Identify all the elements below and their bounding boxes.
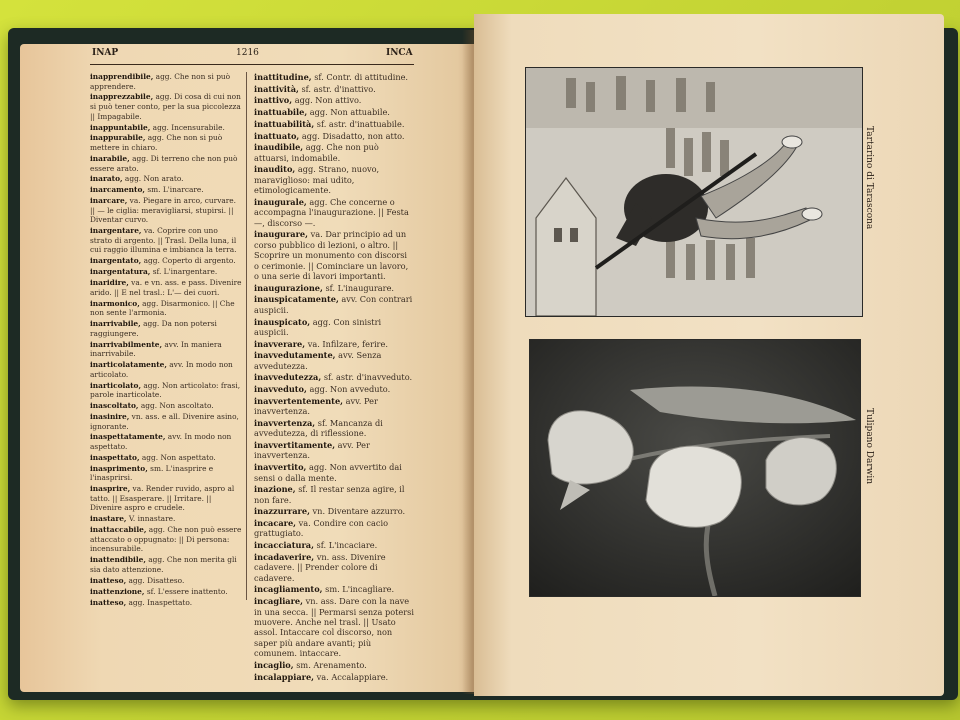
dictionary-entry — [90, 92, 242, 121]
dictionary-entry — [90, 587, 242, 597]
definition: agg. Che non si può apprendere. — [90, 72, 231, 91]
headword: incacciatura, — [254, 540, 314, 551]
headword: inattività, — [254, 83, 299, 94]
headword: inattuabile, — [254, 107, 308, 118]
definition: agg. Strano, nuovo, maraviglioso: mai udito, etimologicamente. — [254, 164, 380, 196]
headword: inattitudine, — [254, 72, 312, 82]
definition: agg. Incensurabile. — [150, 122, 225, 132]
dictionary-entry — [254, 372, 414, 382]
headword: inauspicatamente, — [254, 294, 339, 305]
definition: V. innastare. — [126, 514, 176, 524]
dictionary-entry — [254, 440, 414, 461]
headword: inavvedutezza, — [254, 372, 322, 383]
headword: inaspettatamente, — [90, 432, 166, 442]
dictionary-entry — [254, 164, 414, 195]
dictionary-entry — [90, 598, 242, 608]
headword: inarcamento, — [90, 185, 145, 195]
definition: sf. Contr. di attitudine. — [311, 72, 409, 82]
headword: inatteso, — [90, 575, 127, 585]
definition: va. Dar principio ad un corso pubblico di lezioni, o altro. || Scoprire un monumento con discorsi o cerimonie. || Cominciare un lavoro, o una serie di lavori importanti. — [254, 229, 409, 281]
headword: inaridire, — [90, 278, 129, 288]
definition: agg. Non attivo. — [292, 95, 362, 106]
dictionary-entry — [254, 294, 414, 315]
dictionary-entry — [254, 596, 414, 658]
headword: inattenzione, — [90, 586, 145, 596]
dictionary-entry — [90, 484, 242, 513]
definition: sf. astr. d'inattuabile. — [314, 118, 405, 129]
definition: agg. Non ascoltato. — [138, 401, 214, 411]
definition: vn. ass. Divenire cadavere. || Prender colore di cadavere. — [254, 551, 386, 583]
definition: sf. Mancanza di avvedutezza, di riflessione. — [254, 417, 383, 439]
headword: inaugurazione, — [254, 282, 323, 293]
definition: sf. astr. d'inattivo. — [298, 83, 376, 94]
dictionary-entry — [254, 339, 414, 349]
definition: sm. Arenamento. — [293, 659, 367, 670]
definition: avv. Per inavvertenza. — [254, 440, 370, 461]
dictionary-entry — [254, 119, 414, 129]
dictionary-entry — [254, 107, 414, 117]
dictionary-entry — [90, 226, 242, 255]
definition: sf. L'incaciare. — [313, 540, 378, 551]
definition: agg. Da non potersi raggiungere. — [90, 319, 217, 338]
dictionary-entry — [90, 278, 242, 297]
column-divider — [246, 72, 247, 600]
dictionary-entry — [254, 95, 414, 105]
headword: inattaccabile, — [90, 525, 147, 535]
headword: inattendibile, — [90, 555, 146, 565]
dictionary-entry — [254, 131, 414, 141]
dictionary-entry — [90, 185, 242, 195]
headword: inauspicato, — [254, 316, 311, 327]
dictionary-entry — [254, 518, 414, 539]
headword: inargentare, — [90, 226, 142, 236]
dictionary-entry — [90, 412, 242, 431]
dictionary-entry — [90, 381, 242, 400]
definition: avv. Con contrari auspicii. — [254, 294, 413, 315]
definition: sf. L'essere inattento. — [144, 586, 228, 596]
headword: incadaverire, — [254, 551, 315, 562]
dictionary-entry — [254, 540, 414, 550]
definition: agg. Che non merita gli sia dato attenzione. — [90, 555, 237, 574]
definition: avv. In modo non aspettato. — [90, 432, 232, 452]
dictionary-entry — [254, 350, 414, 371]
headword: inaugurare, — [254, 229, 308, 240]
headword: inarticolatamente, — [90, 360, 167, 370]
headword: incagliamento, — [254, 584, 323, 595]
headword: inastare, — [90, 514, 127, 524]
dictionary-entry — [254, 283, 414, 293]
headword: incagliare, — [254, 596, 303, 607]
dictionary-entry — [254, 384, 414, 394]
definition: agg. Che non può attuarsi, indomabile. — [254, 142, 379, 163]
tartarino-illustration — [526, 68, 862, 316]
definition: agg. Non aspettato. — [139, 452, 216, 462]
dictionary-entry — [90, 299, 242, 318]
headword: inarabile, — [90, 153, 130, 163]
definition: agg. Non attuabile. — [307, 107, 390, 118]
definition: agg. Di cosa di cui non si può tener conto, per la sua piccolezza || Impagabile. — [90, 92, 241, 121]
definition: agg. Non avvertito dai sensi o dalla mente. — [254, 462, 402, 483]
definition: agg. Disarmonico. || Che non sente l'armonia. — [90, 298, 235, 318]
headword: inazione, — [254, 484, 296, 495]
headword: inattivo, — [254, 95, 293, 106]
plate-caption-1: Tartarino di Tarascona — [864, 126, 874, 230]
headword: inaspettato, — [90, 452, 140, 462]
headword: inattuabilità, — [254, 118, 315, 129]
headword: inazzurrare, — [254, 506, 310, 517]
headword: inascoltato, — [90, 401, 139, 411]
definition: agg. Non articolato: frasi, parole inarticolate. — [90, 380, 241, 400]
dictionary-entry — [254, 584, 414, 594]
dictionary-entry — [90, 154, 242, 173]
headword: inasinire, — [90, 411, 130, 421]
definition: vn. ass. Dare con la nave in una secca. || Permarsi senza potersi muovere. Anche nel trasl. || Usato assol. Intaccare col discorso, non saper più andare avanti; più comunem. intaccare. — [254, 596, 414, 659]
plate-tartarino — [526, 68, 862, 316]
dictionary-entry — [90, 319, 242, 338]
definition: agg. Che non può essere attaccato o oppugnato: || Di persona: incensurabile. — [90, 525, 242, 554]
headword: inarato, — [90, 174, 123, 184]
dictionary-entry — [90, 360, 242, 379]
definition: avv. Senza avvedutezza. — [254, 350, 382, 371]
dictionary-entry — [254, 142, 414, 163]
definition: agg. Che non si può mettere in chiaro. — [90, 133, 223, 153]
headword: inapprendibile, — [90, 72, 154, 81]
dictionary-entry — [254, 552, 414, 583]
headword: inarmonico, — [90, 298, 140, 308]
dictionary-entry — [90, 340, 242, 359]
dictionary-entry — [90, 133, 242, 152]
headword: inarcare, — [90, 196, 128, 206]
dictionary-entry — [90, 464, 242, 483]
definition: avv. In modo non articolato. — [90, 360, 233, 379]
dictionary-entry — [254, 84, 414, 94]
dictionary-entry — [254, 418, 414, 439]
definition: agg. Disadatto, non atto. — [299, 130, 405, 141]
dictionary-entry — [254, 462, 414, 483]
definition: va. Accalappiare. — [314, 671, 389, 682]
headword: inarrivabile, — [90, 319, 141, 329]
definition: sm. L'incagliare. — [322, 584, 395, 595]
dictionary-column-1 — [90, 72, 242, 608]
dictionary-entry — [254, 396, 414, 417]
dictionary-entry — [90, 432, 242, 451]
definition: va. Condire con cacio grattugiato. — [254, 518, 389, 539]
definition: va. Infilzare, ferire. — [305, 338, 388, 349]
dictionary-entry — [254, 506, 414, 516]
dictionary-entry — [90, 514, 242, 524]
definition: va. Piegare in arco, curvare. || — le ciglia: meravigliarsi, stupirsi. || Diventar curvo. — [90, 196, 237, 225]
definition: va. e vn. ass. e pass. Divenire arido. || E nel trasl.: L'— dei cuori. — [90, 278, 242, 297]
headword: incaglio, — [254, 659, 294, 670]
headword: inarrivabilmente, — [90, 339, 163, 349]
dictionary-entry — [90, 453, 242, 463]
definition: va. Render ruvido, aspro al tatto. || Esasperare. || Irritare. || Divenire aspro e crudele. — [90, 484, 235, 513]
definition: avv. In maniera inarrivabile. — [90, 339, 222, 359]
headword: inappurabile, — [90, 133, 146, 143]
definition: agg. Con sinistri auspicii. — [254, 316, 382, 337]
plate-caption-2: Tulipano Darwin — [864, 408, 874, 485]
definition: avv. Per inavvertenza. — [254, 395, 378, 417]
headword: inavvertito, — [254, 462, 307, 473]
running-head-right: INCA — [386, 48, 413, 58]
headword: inavvedutamente, — [254, 350, 336, 361]
running-head-left: INAP — [92, 48, 119, 58]
definition: agg. Disatteso. — [126, 575, 185, 585]
dictionary-entry — [90, 576, 242, 586]
headword: inarticolato, — [90, 380, 142, 390]
dictionary-entry — [254, 229, 414, 281]
dictionary-entry — [90, 267, 242, 277]
headword: inaudibile, — [254, 142, 304, 153]
dictionary-entry — [90, 196, 242, 225]
headword: inargentato, — [90, 256, 142, 266]
dictionary-entry — [254, 72, 414, 82]
header-rule — [90, 64, 414, 65]
headword: inapprezzabile, — [90, 92, 154, 102]
tulips-photo — [530, 340, 860, 596]
dictionary-entry — [90, 525, 242, 554]
headword: inattuato, — [254, 130, 300, 141]
definition: agg. Coperto di argento. — [141, 256, 236, 266]
dictionary-entry — [90, 174, 242, 184]
headword: inasprimento, — [90, 463, 148, 473]
definition: sf. L'inargentare. — [150, 267, 218, 277]
definition: va. Coprire con uno strato di argento. || Trasl. Della luna, il cui raggio illumina e imbianca la terra. — [90, 226, 237, 255]
headword: inaudito, — [254, 164, 296, 175]
headword: inavvertitamente, — [254, 440, 336, 451]
dictionary-entry — [90, 123, 242, 133]
definition: agg. Che concerne o accompagna l'inaugurazione. || Festa —, discorso —. — [254, 196, 409, 228]
headword: incalappiare, — [254, 671, 315, 682]
headword: inasprire, — [90, 484, 131, 494]
dictionary-entry — [254, 317, 414, 338]
dictionary-entry — [254, 484, 414, 505]
headword: inavvertenza, — [254, 417, 316, 428]
dictionary-entry — [90, 72, 242, 91]
headword: inavverare, — [254, 338, 306, 349]
headword: inargentatura, — [90, 267, 151, 277]
dictionary-entry — [254, 672, 414, 682]
definition: sf. L'inaugurare. — [322, 282, 395, 293]
headword: inatteso, — [90, 597, 127, 607]
plate-tulips — [530, 340, 860, 596]
page-number: 1216 — [236, 48, 259, 58]
dictionary-entry — [90, 256, 242, 266]
headword: incacare, — [254, 518, 297, 529]
definition: agg. Non arato. — [122, 174, 184, 184]
definition: agg. Inaspettato. — [126, 597, 193, 607]
dictionary-entry — [90, 555, 242, 574]
definition: vn. Diventare azzurro. — [309, 506, 406, 517]
definition: agg. Non avveduto. — [306, 384, 391, 395]
headword: inappuntabile, — [90, 122, 151, 132]
definition: sf. astr. d'inavveduto. — [321, 372, 413, 383]
dictionary-entry — [90, 401, 242, 411]
headword: inavveduto, — [254, 384, 307, 395]
definition: sf. Il restar senza agire, il non fare. — [254, 484, 405, 505]
dictionary-entry — [254, 197, 414, 228]
headword: inavvertentemente, — [254, 395, 344, 406]
dictionary-entry — [254, 660, 414, 670]
definition: vn. ass. e all. Divenire asino, ignorante. — [90, 411, 239, 431]
definition: sm. L'inarcare. — [144, 185, 204, 195]
definition: agg. Di terreno che non può essere arato. — [90, 153, 238, 173]
dictionary-column-2 — [254, 72, 414, 683]
headword: inaugurale, — [254, 196, 307, 207]
definition: sm. L'inasprire e l'inasprirsi. — [90, 463, 214, 483]
